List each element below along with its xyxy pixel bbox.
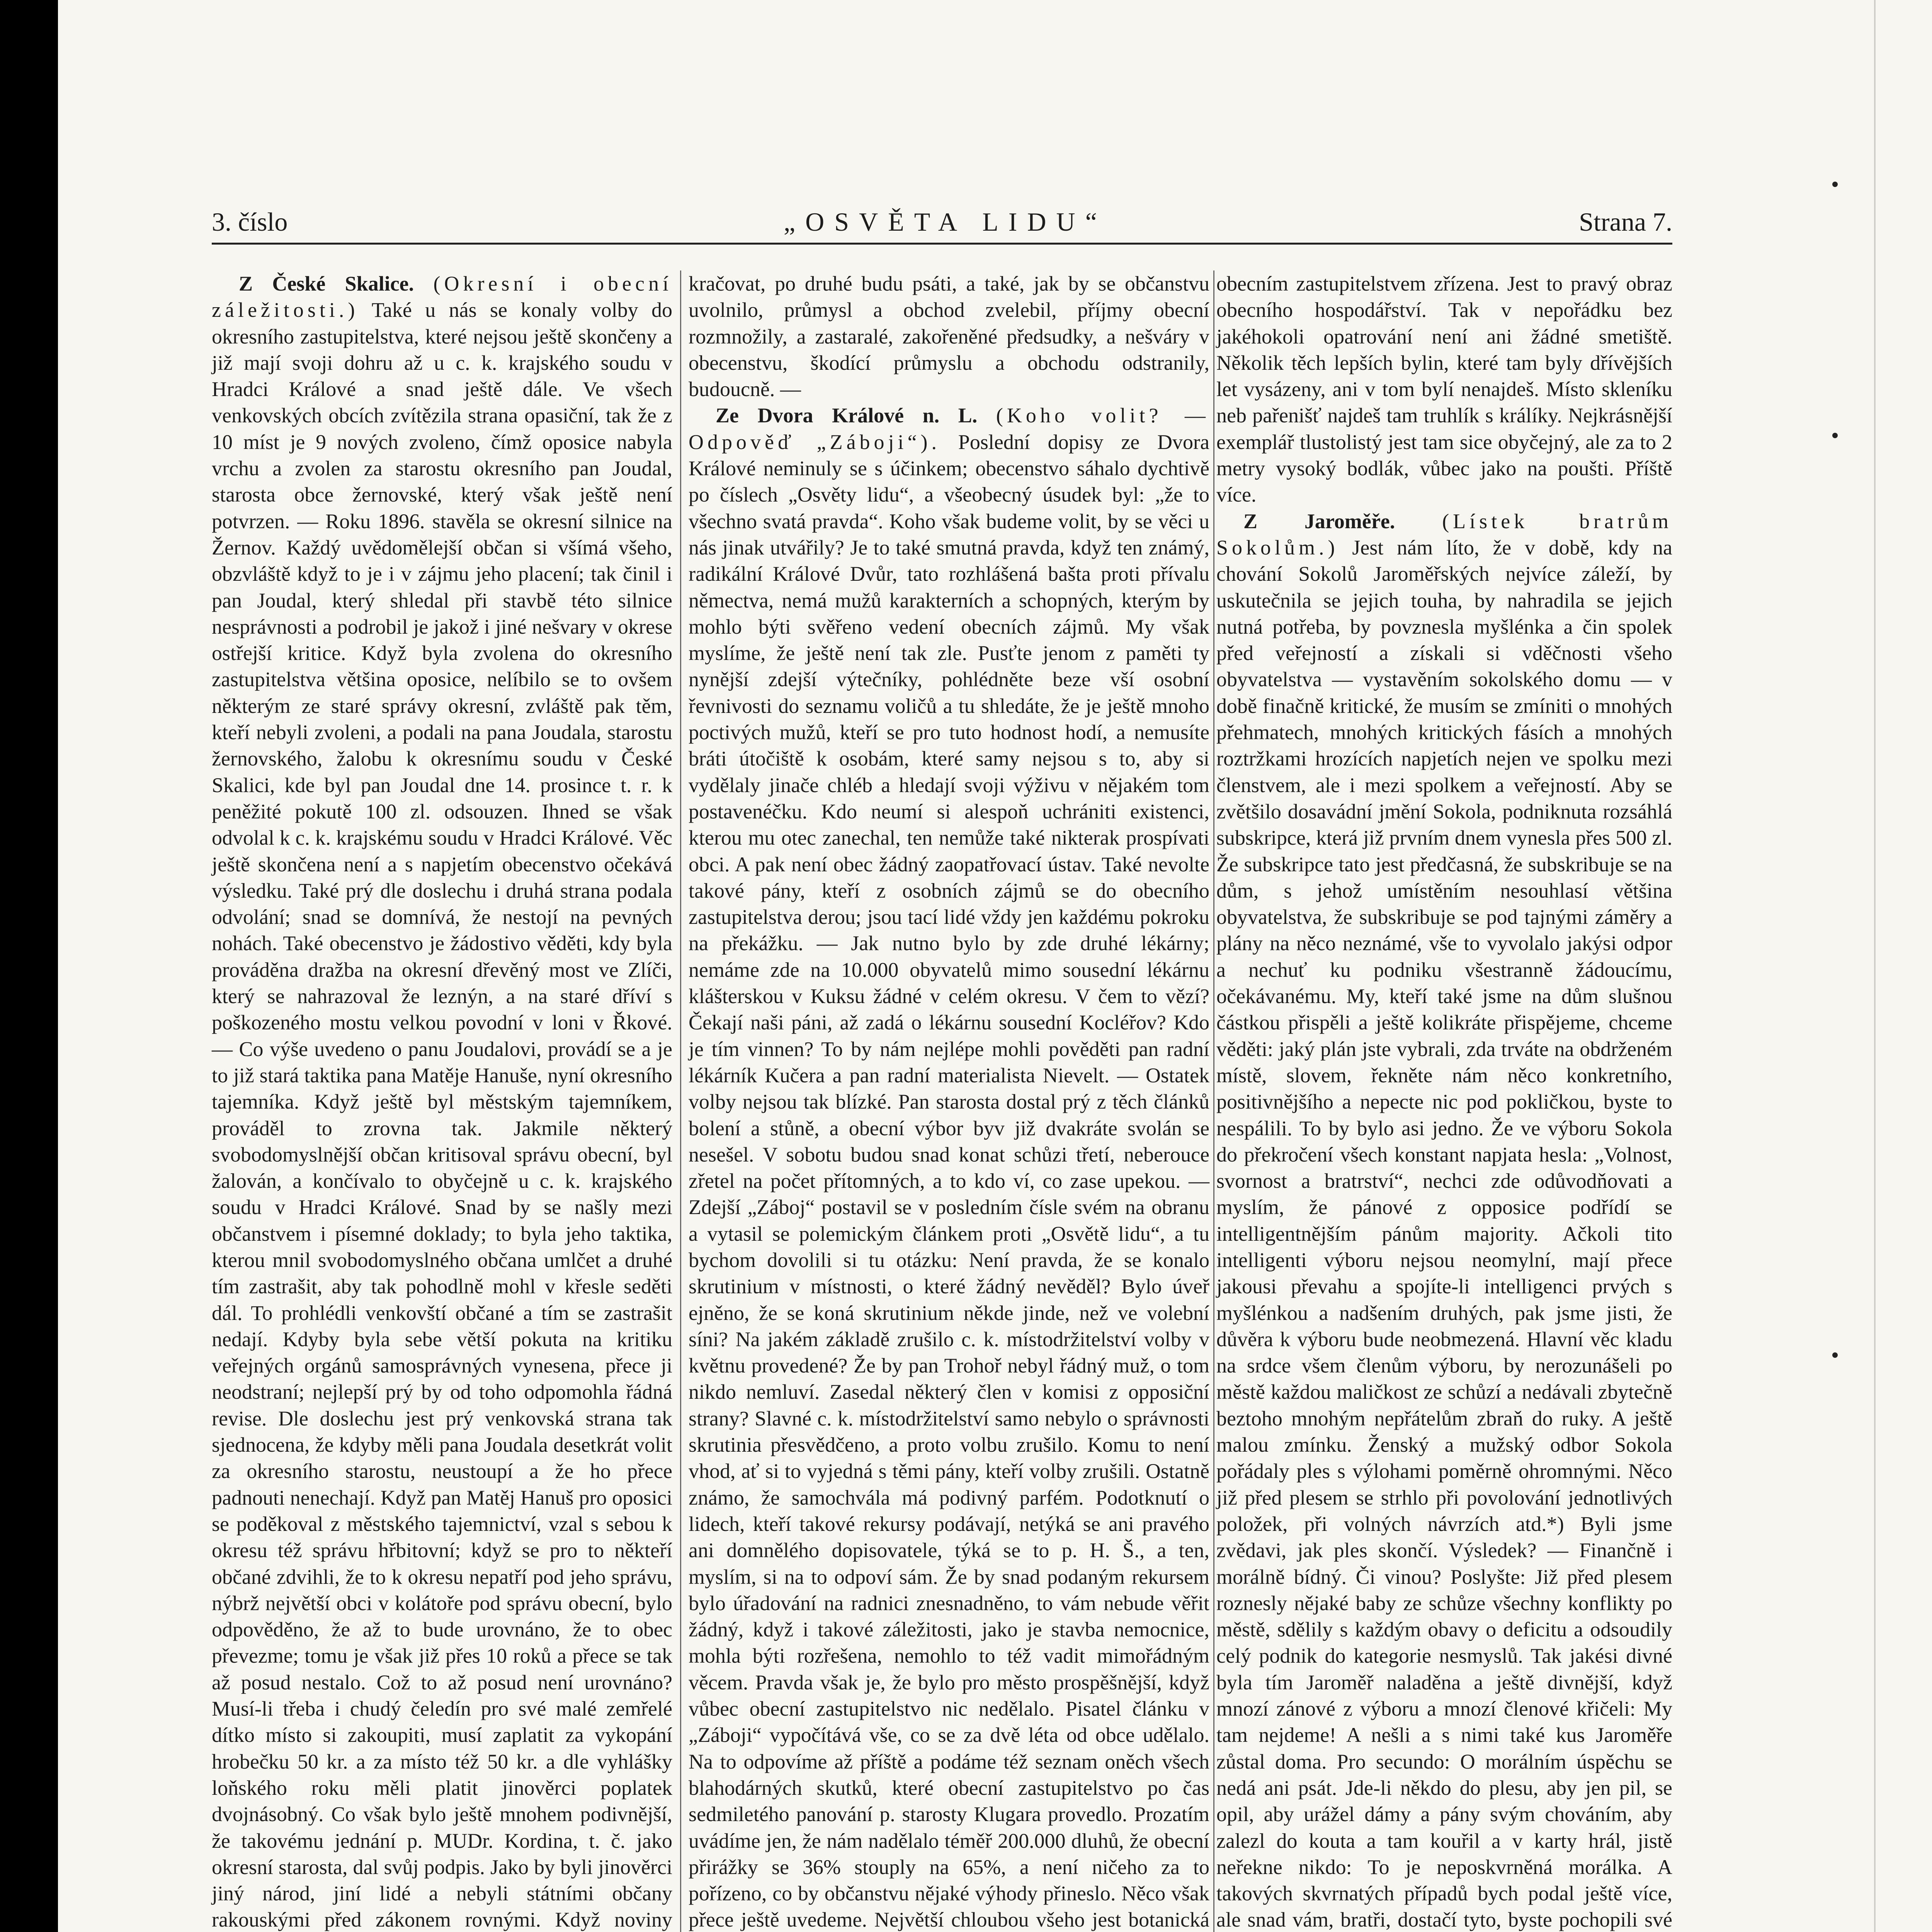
article-body: Jest nám líto, že v době, kdy na chování Sokolů Jaroměřských nejvíce záleží, by uskutečnila se jejich touha, by nahradila se jejich nutná potřeba, by povznesla myšlénka a čin spolek před veřejností a získali si vděčnosti všeho obyvatelstva — vystavěním sokolského domu — v době finačně kritické, že musím se zmíniti o mnohých přehmatech, mnohých kritických fásích a mnohých roztržkami hrozících napjetích nejen ve spolku mezi členstvem, ale i mezi spolkem a veřejností. Aby se zvětšilo dosavádní jmění Sokola, podniknuta rozsáhlá subskripce, která již prvním dnem vynesla přes 500 zl. Že subskripce tato jest předčasná, že subskribuje se na dům, s jehož umístěním nesouhlasí většina obyvatelstva, že subskribuje se pod tajnými záměry a plány na něco neznámé, vše to vyvolalo jakýsi odpor a nechuť ku podniku všestranně žádoucímu, očekávanému. My, kteří také jsme na dům slušnou částkou přispěli a ještě kolikráte přispějeme, chceme věděti: jaký plán jste vybrali, zda trváte na obdrženém místě, slovem, řekněte nám něco konkretního, positivnějšího a nepecte nic pod pokličkou, byste to nespálili. To by bylo asi jedno. Že ve výboru Sokola do překročení všech konstant napjata hesla: „Volnost, svornost a bratrství“, nechci zde odůvodňovati a myslím, že pánové z opposice podřídí se intelligentnějším pánům majority. Ačkoli tito intelligenti výboru nejsou neomylní, mají přece jakousi převahu a spojíte-li intelligenci prvých s myšlénkou a nadšením druhých, pak jsme jisti, že důvěra k výboru bude neobmezená. Hlavní věc kladu na srdce všem členům výboru, by nerozunášeli po městě každou maličkost ze schůzí a nedávali zbytečně beztoho mnohým nepřátelům zbraň do ruky. A ještě malou zmínku. Ženský a mužský odbor Sokola pořádaly ples s výlohami poměrně ohromnými. Něco již před plesem se strhlo při povolování jednotlivých položek, při volných návrzích atd.*) Byli jsme zvědavi, jak ples skončí. Výsledek? — Finančně i morálně bídný. Či vinou? Poslyšte: Již před plesem roznesly nějaké baby ze schůze všechny konflikty po městě, sdělily s každým obavy o deficitu a odsoudily celý podnik do kategorie nesmyslů. Tak jakési divné byla tím Jaroměř naladěna a ještě divnější, když mnozí zánové z výboru a mnozí členové křičeli: My tam nejdeme! A nešli a s nimi také kus Jaroměře zůstal doma. Pro secundo: O morálním úspěchu se nedá ani psát. Jde-li někdo do plesu, aby jen pil, se opil, aby urážel dámy a pány svým chováním, aby zalezl do kouta a tam kouřil a v karty hrál, jistě neřekne nikdo: To je neposkvrněná morálka. A takových skvrnatých případů bych podal ještě více, ale snad vám, bratři, dostačí tyto, byste pochopili své [1216,536,1672,1932]
column-left [212,270,672,1932]
margin-dot [1832,182,1838,187]
article-subtitle: (Lístek bratrům Sokolům.) [1216,509,1672,559]
column-divider [680,270,681,1932]
article-title: Ze Dvora Králové n. L. [716,404,978,427]
article-continuation: kračovat, po druhé budu psáti, a také, jak by se občanstvu uvolnilo, průmysl a obchod zvelebil, příjmy obecní rozmnožily, a zastaralé, zakořeněné předsudky, a nešváry v obecenstvu, škodící průmyslu a obchodu odstranily, budoucně. — [689,272,1209,401]
column-divider [1213,270,1214,1932]
article-subtitle: (Koho volit? — Odpověď „Záboji“). [689,404,1209,454]
issue-number: 3. číslo [212,207,288,236]
article-body: Poslední dopisy ze Dvora Králové neminuly se s účinkem; obecenstvo sáhalo dychtivě po číslech „Osvěty lidu“, a všeobecný úsudek byl: „že to všechno svatá pravda“. Koho však budeme volit, by se věci u nás jinak utvářily? Je to také smutná pravda, když ten známý, radikální Králové Dvůr, tato rozhlášená bašta proti přívalu němectva, nemá mužů karakterních a schopných, kterým by mohlo býti svěřeno vedení obecních zájmů. My však myslíme, že ještě není tak zle. Pusťte jenom z paměti ty nynější zdejší výtečníky, pohlédněte beze vší osobní řevnivosti do seznamu voličů a tu shledáte, že je ještě mnoho poctivých mužů, kteří se pro tuto hodnost hodí, a nemusíte bráti útočiště k osobám, které samy nejsou s to, aby si vydělaly jinače chléb a hledají svoji výživu v nějakém tom postavenéčku. Kdo neumí si alespoň uchrániti existenci, kterou mu otec zanechal, ten nemůže také nikterak prospívati obci. A pak není obec žádný zaopatřovací ústav. Také nevolte takové pány, kteří z osobních zájmů se do obecního zastupitelstva derou; jsou tací lidé vždy jen každému pokroku na překážku. — Jak nutno bylo by zde druhé lékárny; nemáme zde na 10.000 obyvatelů mimo sousední lékárnu klášterskou v Kuksu žádné v celém okresu. V čem to vězí? Čekají naši páni, až zadá o lékárnu sousední Kocléřov? Kdo je tím vinnen? To by nám nejlépe mohli pověděti pan radní lékárník Kučera a pan radní materialista Nievelt. — Ostatek volby nejsou tak blízké. Pan starosta dostal prý z těch článků bolení a stůně, a obecní výbor byv již dvakráte svolán se nesešel. V sobotu budou snad konat schůzi třetí, neberouce zřetel na počet přítomných, a to kdo ví, co zase upekou. — Zdejší „Záboj“ postavil se v posledním čísle svém na obranu a vytasil se polemickým článkem proti „Osvětě lidu“, a tu bychom dovolili si tu otázku: Není pravda, že se konalo skrutinium v místnosti, o které žádný nevěděl? Bylo úveř ejněno, že se koná skrutinium někde jinde, než ve volební síni? Na jakém základě zrušilo c. k. místodržitelství volby v květnu provedené? Že by pan Trohoř nebyl řádný muž, o tom nikdo nemluví. Zasedal některý člen v komisi z opposiční strany? Slavné c. k. místodržitelství samo nebylo o správnosti skrutinia přesvědčeno, a proto volbu zrušilo. Komu to není vhod, ať si to vyjedná s těmi pány, kteří volby zrušili. Ostatně známo, že samochvála má podivný parfém. Podotknutí o lidech, kteří takové rekursy podávají, netýká se ani pravého ani domnělého dopisovatele, týká se to p. H. Š., a ten, myslím, si na to odpoví sám. Že by snad podaným rekursem bylo úřadování na radnici znesnadněno, to vám nebude věřit žádný, když i takové záležitosti, jako je stavba nemocnice, mohla býti rozřešena, nemohlo to též vadit mimořádným věcem. Pravda však je, že bylo pro město prospěšnější, když vůbec obecní zastupitelstvo nic nedělalo. Pisatel článku v „Záboji“ vypočítává vše, co se za dvě léta od obce udělalo. Na to odpovíme až příště a podáme též seznam oněch všech blahodárných skutků, které obecní zastupitelstvo po čas sedmiletého panování p. starosty Klugara provedlo. Prozatím uvádíme jen, že nám nadělalo téměř 200.000 dluhů, že obecní přirážky se 36% stouply na 65%, a není ničeho za to pořízeno, co by občanstvu nějaké výhody přineslo. Něco však přece ještě uvedeme. Největší chloubou všeho jest botanická [689,430,1209,1932]
scan-left-edge [0,0,58,1932]
masthead-title: „OSVĚTA LIDU“ [784,207,1107,236]
page-header [212,207,1672,242]
margin-dot [1832,1352,1838,1358]
article-jaromer [1216,508,1672,1932]
article-subtitle: (Okresní i obecní záležitosti.) [212,272,672,322]
header-rule [212,243,1672,245]
column-middle [689,270,1209,1932]
page-number: Strana 7. [1579,207,1672,236]
article-title: Z Jaroměře. [1243,509,1395,533]
article-title: Z České Skalice. [239,272,414,295]
column-right [1216,270,1672,1932]
article-body: Také u nás se konaly volby do okresního zastupitelstva, které nejsou ještě skončeny a již mají svoji dohru až u c. k. krajského soudu v Hradci Králové a snad ještě dále. Ve všech venkovských obcích zvítězila strana opasiční, tak že z 10 míst je 9 nových zvoleno, čímž oposice nabyla vrchu a zvolen za starostu okresního pan Joudal, starosta obce žernovské, který však ještě není potvrzen. — Roku 1896. stavěla se okresní silnice na Žernov. Každý uvědomělejší občan si všímá všeho, obzvláště když to je i v zájmu jeho placení; tak činil i pan Joudal, který shledal při stavbě této silnice nesprávnosti a podrobil je jakož i jiné nešvary v okrese ostřejší kritice. Když byla zvolena do okresního zastupitelstva většina oposice, nelíbilo se to ovšem některým ze staré správy okresní, zvláště pak těm, kteří nebyli zvoleni, a podali na pana Joudala, starostu žernovského, žalobu k okresnímu soudu v České Skalici, kde byl pan Joudal dne 14. prosince t. r. k peněžité pokutě 100 zl. odsouzen. Ihned se však odvolal k c. k. krajskému soudu v Hradci Králové. Věc ještě skončena není a s napjetím obecenstvo očekává výsledku. Také prý dle doslechu i druhá strana podala odvolání; snad se domnívá, že nestojí na pevných nohách. Také obecenstvo je žádostivo věděti, kdy byla prováděna dražba na okresní dřevěný most ve Zlíči, který se nahrazoval že leznýn, a na staré dříví s poškozeného mostu velkou povodní v loni v Řkové. — Co výše uvedeno o panu Joudalovi, provádí se a je to již stará taktika pana Matěje Hanuše, nyní okresního tajemníka. Když ještě byl městským tajemníkem, prováděl to zrovna tak. Jakmile některý svobodomyslnější občan kritisoval správu obecní, byl žalován, a končívalo to obyčejně u c. k. krajského soudu v Hradci Králové. Snad by se našly mezi občanstvem i písemné doklady; to byla jeho taktika, kterou mnil svobodomyslného občana umlčet a druhé tím zastrašit, aby tak pohodlně mohl v křesle seděti dál. To prohlédli venkovští občané a tím se zastrašit nedají. Kdyby byla sebe větší pokuta na kritiku veřejných orgánů samosprávných vynesena, přece ji neodstraní; nejlepší prý by od toho odpomohla řádná revise. Dle doslechu jest prý venkovská strana tak sjednocena, že kdyby měli pana Joudala desetkrát volit za okresního starostu, neustoupí a že ho přece padnouti nenechají. Když pan Matěj Hanuš pro oposici se poděkoval z městského tajemnictví, vzal s sebou k okresu též správu hřbitovní; když se pro to někteří občané zdvihli, že to k okresu nepatří pod jeho správu, nýbrž největší obci v kolátoře pod správu obecní, bylo odpověděno, že až to bude urovnáno, že to obec převezme; tomu je však již přes 10 roků a přece se tak až posud nestalo. Což to až posud není urovnáno? Musí-li třeba i chudý čeledín pro své malé zemřelé dítko místo si zakoupiti, musí zaplatit za vykopání hrobečku 50 kr. a za místo též 50 kr. a dle vyhlášky loňského roku měli platit jinověrci poplatek dvojnásobný. Co však bylo ještě mnohem podivnější, že takovému jednání p. MUDr. Kordina, t. č. jako okresní starosta, dal svůj podpis. Jako by byli jinověrci jiný národ, jiní lidé a nebyli státními občany rakouskými před zákonem rovnými. Když noviny [212,298,672,1932]
article-continuation: obecním zastupitelstvem zřízena. Jest to pravý obraz obecního hospodářství. Tak v nepořádku bez jakéhokoli opatrování není ani žádné smetiště. Několik těch lepších bylin, které tam byly dřívějších let vysázeny, ani v tom bylí nenajdeš. Místo skleníku neb pařenišť najdeš tam truhlík s králíky. Nejkrásnější exemplář tlustolistý jest tam sice obyčejný, ale za to 2 metry vysoký bodlák, vůbec jako na poušti. Příště více. [1216,272,1672,507]
article-dvur-kralove [689,402,1209,1932]
margin-dot [1832,433,1838,438]
article-ceska-skalice [212,270,672,1932]
paper-right-edge [1874,0,1876,1932]
